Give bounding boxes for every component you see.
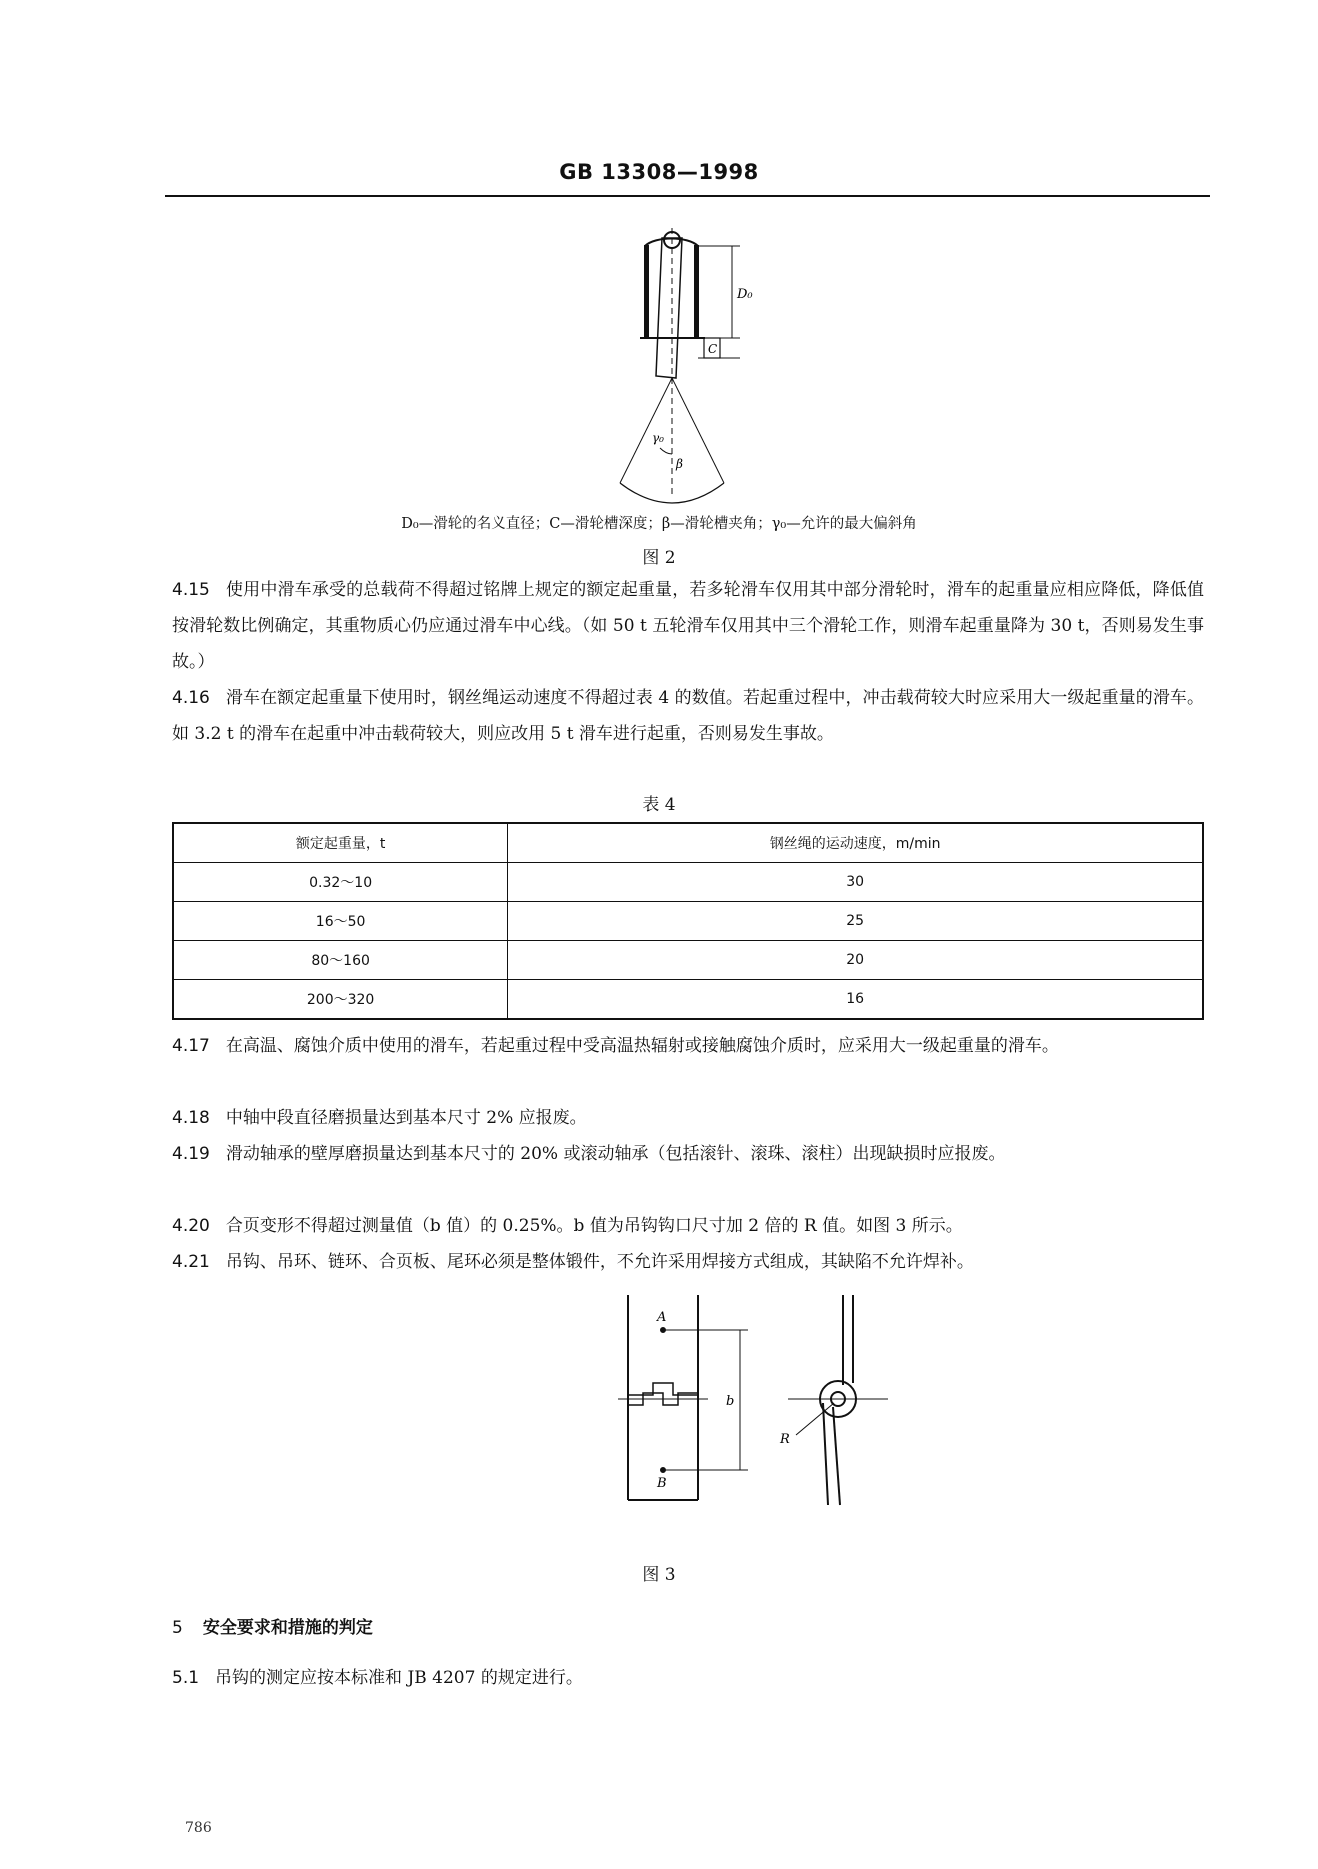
clause-4-20 — [172, 1208, 1204, 1244]
table-row — [173, 902, 1203, 941]
page-number: 786 — [185, 1820, 212, 1836]
figure-2-caption: D₀—滑轮的名义直径；C—滑轮槽深度；β—滑轮槽夹角；γ₀—允许的最大偏斜角 — [401, 516, 917, 532]
header-rated-load: 额定起重量，t — [173, 823, 508, 863]
header-rule — [165, 195, 1210, 197]
clause-number: 4.21 — [172, 1252, 210, 1272]
clause-number: 4.17 — [172, 1036, 210, 1056]
clause-text: 中轴中段直径磨损量达到基本尺寸 2% 应报废。 — [225, 1108, 587, 1128]
clause-text: 在高温、腐蚀介质中使用的滑车，若起重过程中受高温热辐射或接触腐蚀介质时，应采用大一级起重量的滑车。 — [225, 1036, 1059, 1056]
section-title: 安全要求和措施的判定 — [202, 1618, 373, 1638]
figure-3-title: 图 3 — [642, 1565, 676, 1585]
clause-text: 滑车在额定起重量下使用时，钢丝绳运动速度不得超过表 4 的数值。若起重过程中，冲击载荷较大时应采用大一级起重量的滑车。如 3.2 t 的滑车在起重中冲击载荷较大，则应改用 5 t 滑车进行起重，否则易发生事故。 — [172, 688, 1204, 744]
clause-4-15 — [172, 572, 1204, 680]
table-row — [173, 941, 1203, 980]
clause-4-19 — [172, 1136, 1204, 1172]
table-row — [173, 980, 1203, 1020]
table-4 — [172, 822, 1204, 1020]
label-point-b: B — [657, 1476, 667, 1491]
cell-rated-load: 200～320 — [173, 980, 508, 1020]
clause-4-18 — [172, 1100, 1204, 1136]
cell-rope-speed: 16 — [508, 980, 1203, 1020]
clause-text: 合页变形不得超过测量值（b 值）的 0.25%。b 值为吊钩钩口尺寸加 2 倍的 R 值。如图 3 所示。 — [225, 1216, 963, 1236]
cell-rope-speed: 30 — [508, 863, 1203, 902]
cell-rope-speed: 25 — [508, 902, 1203, 941]
table-header-row — [173, 823, 1203, 863]
standard-header: GB 13308—1998 — [559, 160, 759, 184]
label-point-a: A — [657, 1310, 667, 1325]
clause-text: 吊钩、吊环、链环、合页板、尾环必须是整体锻件，不允许采用焊接方式组成，其缺陷不允许焊补。 — [225, 1252, 974, 1272]
clause-text: 使用中滑车承受的总载荷不得超过铭牌上规定的额定起重量，若多轮滑车仅用其中部分滑轮时，滑车的起重量应相应降低，降低值按滑轮数比例确定，其重物质心仍应通过滑车中心线。（如 50 t 五轮滑车仅用其中三个滑轮工作，则滑车起重量降为 30 t，否则易发生事故。） — [172, 580, 1204, 672]
figure-2-pulley-diagram — [600, 228, 753, 510]
clause-number: 5.1 — [172, 1668, 200, 1688]
label-gamma: γ₀ — [652, 431, 664, 445]
clause-number: 4.15 — [172, 580, 210, 600]
clause-5-1 — [172, 1660, 583, 1696]
clause-number: 4.19 — [172, 1144, 210, 1164]
cell-rated-load: 80～160 — [173, 941, 508, 980]
clause-text: 滑动轴承的壁厚磨损量达到基本尺寸的 20% 或滚动轴承（包括滚针、滚珠、滚柱）出现缺损时应报废。 — [225, 1144, 1006, 1164]
table-4-caption: 表 4 — [642, 795, 676, 815]
label-c: C — [708, 342, 718, 356]
clause-4-16 — [172, 680, 1204, 752]
cell-rope-speed: 20 — [508, 941, 1203, 980]
section-number: 5 — [172, 1618, 183, 1638]
cell-rated-load: 16～50 — [173, 902, 508, 941]
table-row — [173, 863, 1203, 902]
label-beta: β — [676, 457, 683, 471]
label-dimension-b: b — [726, 1394, 735, 1409]
section-5-heading — [172, 1613, 373, 1638]
header-rope-speed: 钢丝绳的运动速度，m/min — [508, 823, 1203, 863]
label-d0: D₀ — [737, 287, 753, 302]
clause-4-17 — [172, 1028, 1204, 1064]
figure-2-title: 图 2 — [642, 548, 676, 568]
clause-4-21 — [172, 1244, 1204, 1280]
label-radius-r: R — [780, 1432, 790, 1447]
cell-rated-load: 0.32～10 — [173, 863, 508, 902]
clause-number: 4.16 — [172, 688, 210, 708]
clause-number: 4.20 — [172, 1216, 210, 1236]
figure-3-hinge-diagram — [608, 1295, 928, 1515]
clause-text: 吊钩的测定应按本标准和 JB 4207 的规定进行。 — [215, 1668, 583, 1688]
clause-number: 4.18 — [172, 1108, 210, 1128]
